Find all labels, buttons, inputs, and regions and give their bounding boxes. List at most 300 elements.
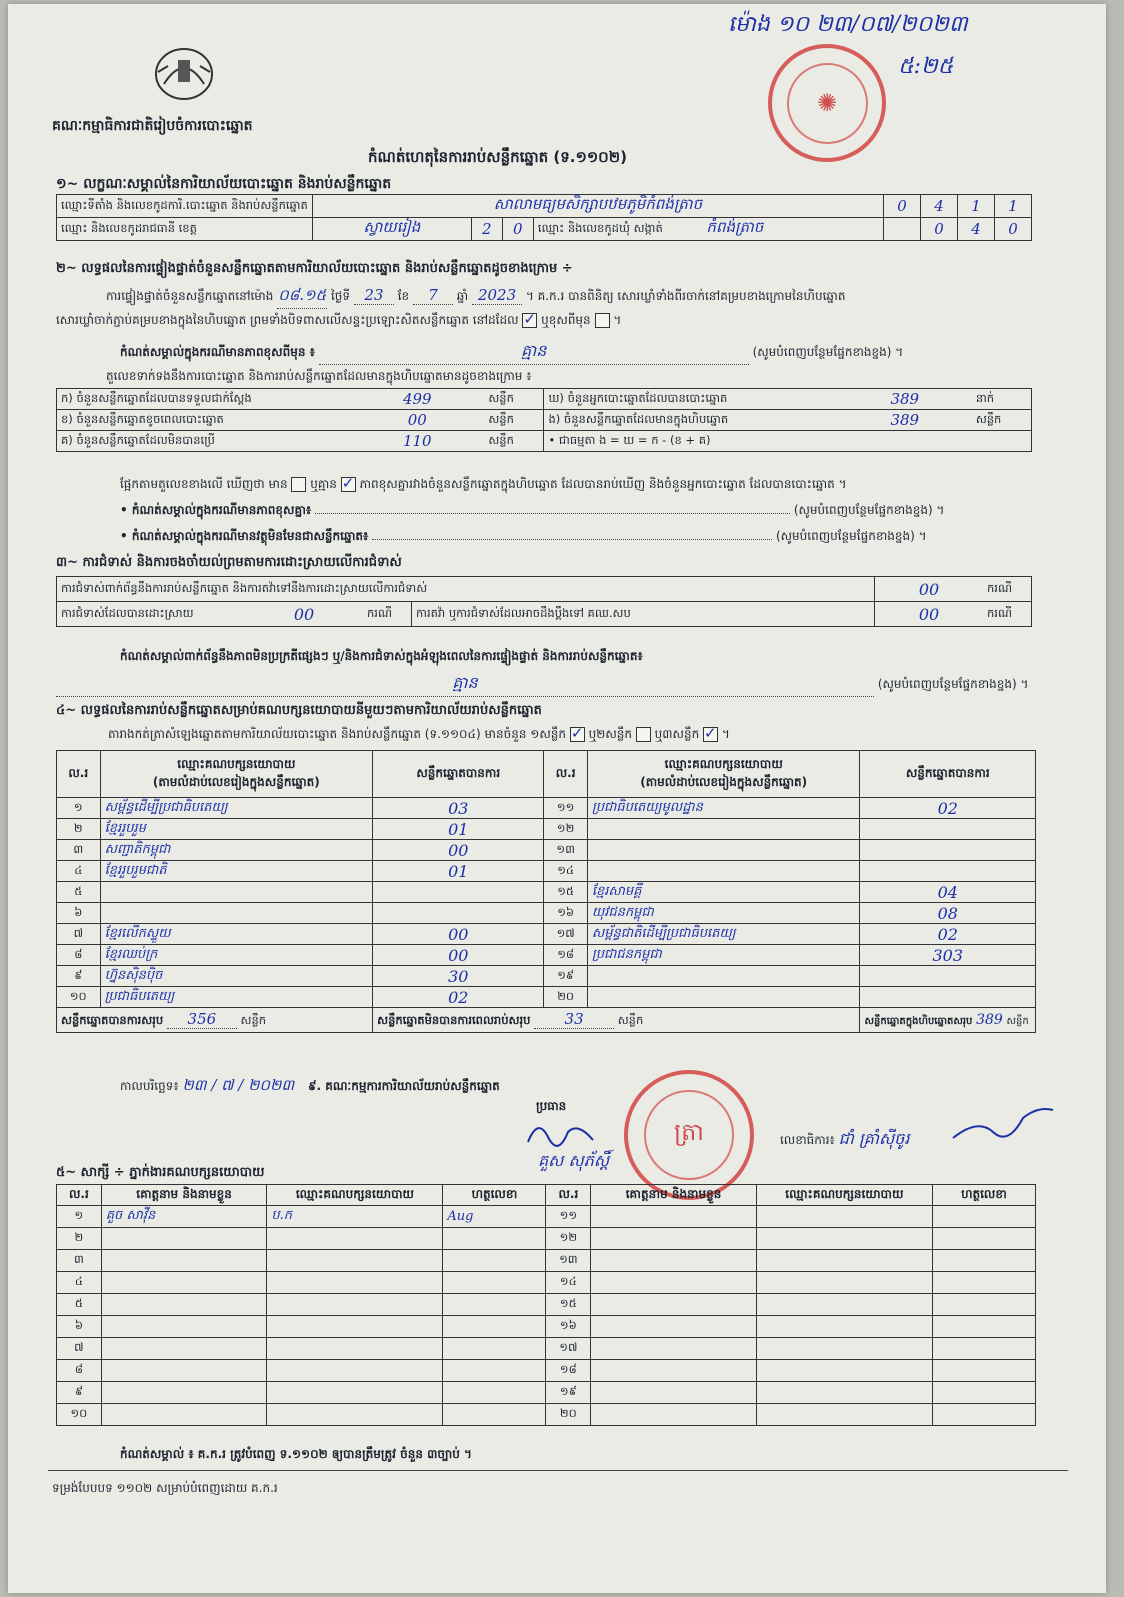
- witness-name: [101, 1360, 267, 1382]
- witness-sign: [443, 1404, 546, 1426]
- witness-no: ៨: [57, 1360, 102, 1382]
- vote-no: ១១: [544, 798, 588, 819]
- objection-row2b-label: ការតវ៉ា ឬការជំទាស់ដែលអាចដឹងប្ដឹងទៅ គឈ.សប: [412, 602, 875, 627]
- vote-no: ១៨: [544, 945, 588, 966]
- check-text-3: សោរឃ្លាំចាក់ភ្ជាប់គម្របខាងក្នុងនៃហិបឆ្នោត ព្រមទាំងបិទពាសលើសន្ទះប្រឡោះសិតសន្លឹកឆ្នោត នៅដដែល: [56, 313, 519, 327]
- compare-line: [120, 476, 847, 494]
- votes-col-party-right: [587, 751, 860, 798]
- total-valid-unit: សន្លឹក: [240, 1013, 267, 1027]
- witness-sign: [443, 1382, 546, 1404]
- vote-count: 02: [860, 924, 1036, 945]
- section3-note-hint: (សូមបំពេញបន្ថែមផ្នែកខាងខ្នង) ។: [877, 677, 1029, 691]
- official-stamp-top: [768, 44, 886, 162]
- witness-sign: [443, 1228, 546, 1250]
- check-month: 7: [413, 286, 453, 305]
- votes-row: [57, 840, 1036, 861]
- vote-party: ប្រជាជនកម្ពុជា: [587, 945, 860, 966]
- witness-row: [57, 1250, 1036, 1272]
- bullet-line-1: [120, 502, 1040, 520]
- handwritten-time: ៥:២៥: [898, 54, 954, 79]
- vote-count: [860, 861, 1036, 882]
- bullet-hint-1: (សូមបំពេញបន្ថែមផ្នែកខាងខ្នង) ។: [793, 503, 945, 517]
- section3-note-line: [56, 672, 1042, 697]
- witness-party: [756, 1206, 932, 1228]
- no-difference-checkbox[interactable]: [341, 477, 356, 492]
- witness-sign: [932, 1360, 1035, 1382]
- three-sheet-checkbox[interactable]: [703, 727, 718, 742]
- vote-no: ១៧: [544, 924, 588, 945]
- station-code-digit: 1: [958, 195, 995, 218]
- witness-col-party-right: ឈ្មោះគណបក្សនយោបាយ: [756, 1185, 932, 1206]
- witness-name: [101, 1404, 267, 1426]
- votes-row: [57, 861, 1036, 882]
- figure-right-value: 389: [838, 410, 972, 431]
- witness-no: ៧: [57, 1338, 102, 1360]
- vote-count: 303: [860, 945, 1036, 966]
- witness-party: [756, 1382, 932, 1404]
- witness-no: ១៥: [546, 1294, 591, 1316]
- objection-row1-label: ការជំទាស់ពាក់ព័ន្ធនឹងការរាប់សន្លឹកឆ្នោត និងការតវ៉ាទៅនឹងការដោះស្រាយលើការជំទាស់: [57, 577, 875, 602]
- witness-name: [591, 1382, 757, 1404]
- vote-party: ខ្មែររួបរួមជាតិ: [100, 861, 373, 882]
- votes-row: [57, 987, 1036, 1008]
- figure-right-label: • ជាធម្មតា ង = ឃ = ក - (ខ + គ): [544, 431, 838, 452]
- objection-row2-unit: ករណី: [363, 602, 412, 627]
- witness-name: [101, 1294, 267, 1316]
- witness-party: [267, 1316, 443, 1338]
- vote-no: ២: [57, 819, 101, 840]
- objection-row1-unit: ករណី: [983, 577, 1032, 602]
- check-line-1: [106, 286, 845, 309]
- figure-right-unit: [972, 431, 1032, 452]
- vote-party: [587, 840, 860, 861]
- handwritten-date: ម៉ោង ១០ ២៣/០៧/២០២៣: [728, 12, 968, 37]
- witness-no: ១៩: [546, 1382, 591, 1404]
- note-hint: (សូមបំពេញបន្ថែមផ្នែកខាងខ្នង) ។: [752, 345, 904, 359]
- figure-left-label: ខ) ចំនួនសន្លឹកឆ្នោតខូចពេលបោះឆ្នោត: [57, 410, 351, 431]
- vote-no: ១៣: [544, 840, 588, 861]
- figure-right-label: ឃ) ចំនួនអ្នកបោះឆ្នោតដែលបានបោះឆ្នោត: [544, 389, 838, 410]
- figure-right-label: ង) ចំនួនសន្លឹកឆ្នោតដែលមានក្នុងហិបឆ្នោត: [544, 410, 838, 431]
- intro-text: តួលេខទាក់ទងនឹងការបោះឆ្នោត និងការរាប់សន្លឹកឆ្នោតដែលមានក្នុងហិបឆ្នោតមានដូចខាងក្រោម ៖: [106, 369, 532, 383]
- station-code-digit: 0: [884, 195, 921, 218]
- day-label: ថ្ងៃទី: [331, 289, 351, 303]
- vote-party: [587, 819, 860, 840]
- vote-count: 04: [860, 882, 1036, 903]
- section3-note-value: គ្មាន: [56, 672, 874, 697]
- vote-count: [860, 840, 1036, 861]
- chair-signature-icon: [523, 1112, 603, 1152]
- compare-text: ផ្អែកតាមតួលេខខាងលើ ឃើញថា មាន: [120, 477, 288, 491]
- check-text-1: ការផ្ទៀងផ្ទាត់ចំនួនសន្លឹកឆ្នោតនៅម៉ោង: [106, 289, 274, 303]
- figure-left-value: 499: [350, 389, 484, 410]
- witness-table: [56, 1184, 1036, 1426]
- witness-name: [591, 1294, 757, 1316]
- votes-col-no-right: ល.រ: [544, 751, 588, 798]
- note-line: [120, 340, 1040, 365]
- witness-no: ១១: [546, 1206, 591, 1228]
- witness-no: ៩: [57, 1382, 102, 1404]
- witness-name: [591, 1228, 757, 1250]
- section2-heading: ២~ លទ្ធផលនៃការផ្ទៀងផ្ទាត់ចំនួនសន្លឹកឆ្នោតតាមការិយាល័យបោះឆ្នោត និងរាប់សន្លឹកឆ្នោតដូចខាងក្រោម ÷: [56, 261, 573, 276]
- witness-party: [267, 1382, 443, 1404]
- vote-count: 00: [373, 945, 544, 966]
- witness-name: [591, 1404, 757, 1426]
- month-label: ខែ: [397, 289, 410, 303]
- vote-count: 00: [373, 924, 544, 945]
- votes-row: [57, 966, 1036, 987]
- total-invalid-label: សន្លឹកឆ្នោតមិនបានការពេលរាប់សរុប: [377, 1013, 531, 1027]
- witness-party: [756, 1360, 932, 1382]
- witness-sign: [932, 1272, 1035, 1294]
- votes-col-no-left: ល.រ: [57, 751, 101, 798]
- vote-no: ៣: [57, 840, 101, 861]
- figure-right-unit: នាក់: [972, 389, 1032, 410]
- stamp-emblem-icon: ✺: [787, 63, 868, 144]
- has-difference-checkbox[interactable]: [291, 477, 306, 492]
- vote-party: យុវជនកម្ពុជា: [587, 903, 860, 924]
- vote-party: [587, 987, 860, 1008]
- figures-row: [57, 389, 1032, 410]
- intact-label: ឬខុសពីមុន: [541, 313, 591, 327]
- note-label: កំណត់សម្គាល់ក្នុងករណីមានភាពខុសពីមុន ៖: [120, 345, 315, 359]
- witness-col-no-right: ល.រ: [546, 1185, 591, 1206]
- vote-no: ៥: [57, 882, 101, 903]
- vote-party: [100, 903, 373, 924]
- vote-party: [587, 861, 860, 882]
- witness-row: [57, 1316, 1036, 1338]
- document-title: កំណត់ហេតុនៃការរាប់សន្លឹកឆ្នោត (ទ.១១០២): [368, 148, 628, 166]
- commune-code-digit: 0: [995, 218, 1032, 241]
- witness-no: ១៣: [546, 1250, 591, 1272]
- witness-sign: [932, 1294, 1035, 1316]
- total-box-cell: [860, 1008, 1036, 1033]
- witness-no: ១៦: [546, 1316, 591, 1338]
- total-invalid-cell: [373, 1008, 860, 1033]
- witness-no: ១០: [57, 1404, 102, 1426]
- commune-value: កំពង់ត្រាច: [706, 218, 764, 236]
- changed-checkbox[interactable]: [595, 313, 610, 328]
- witness-col-party-left: ឈ្មោះគណបក្សនយោបាយ: [267, 1185, 443, 1206]
- intact-checkbox[interactable]: [522, 313, 537, 328]
- year-label: ឆ្នាំ: [456, 289, 469, 303]
- secretary-label: លេខាធិការ៖: [780, 1133, 835, 1147]
- votes-col-votes-left: សន្លឹកឆ្នោតបានការ: [373, 751, 544, 798]
- figure-right-unit: សន្លឹក: [972, 410, 1032, 431]
- witness-name: [101, 1382, 267, 1404]
- station-value: សាលាមធ្យមសិក្សាបឋមភូមិកំពង់ត្រាច: [312, 195, 883, 218]
- witness-sign: [932, 1250, 1035, 1272]
- vote-no: ១០: [57, 987, 101, 1008]
- bullet-1-dots: [315, 513, 790, 514]
- figure-left-value: 00: [350, 410, 484, 431]
- witness-sign: [443, 1360, 546, 1382]
- witness-party: ប.ក: [267, 1206, 443, 1228]
- figures-row: [57, 410, 1032, 431]
- committee-label: ៩. គណៈកម្មការការិយាល័យរាប់សន្លឹកឆ្នោត: [308, 1079, 500, 1093]
- witness-col-name-left: គោត្តនាម និងនាមខ្លួន: [101, 1185, 267, 1206]
- witness-party: [267, 1250, 443, 1272]
- witness-party: [756, 1250, 932, 1272]
- check-time: ០៨.១៥: [277, 286, 327, 309]
- witness-party: [756, 1316, 932, 1338]
- vote-party: [587, 966, 860, 987]
- vote-count: 03: [373, 798, 544, 819]
- footer-text: ទម្រង់បែបបទ ១១០២ សម្រាប់បំពេញដោយ គ.ក.រ: [52, 1481, 278, 1495]
- witness-col-no-left: ល.រ: [57, 1185, 102, 1206]
- figure-left-value: 110: [350, 431, 484, 452]
- compare-text-3: ភាពខុសគ្នារវាងចំនួនសន្លឹកឆ្នោតក្នុងហិបឆ្នោត ដែលបានរាប់ឃើញ និងចំនួនអ្នកបោះឆ្នោត ដែលបានបោះឆ្នោត ។: [359, 477, 847, 491]
- vote-no: ៤: [57, 861, 101, 882]
- vote-party: ហ្វ៊ុនស៊ិនប៉ិច: [100, 966, 373, 987]
- vote-party: ប្រជាធិបតេយ្យមូលដ្ឋាន: [587, 798, 860, 819]
- section4-intro-2: ឬ២សន្លឹក: [588, 727, 633, 741]
- votes-row: [57, 903, 1036, 924]
- check-day: 23: [354, 286, 394, 305]
- witness-no: ១៧: [546, 1338, 591, 1360]
- votes-col-party-sub: (តាមលំដាប់លេខរៀងក្នុងសន្លឹកឆ្នោត): [152, 775, 320, 789]
- witness-party: [267, 1228, 443, 1250]
- witness-name: [591, 1316, 757, 1338]
- vote-no: ៦: [57, 903, 101, 924]
- station-label: ឈ្មោះទីតាំង និងលេខកូដការិ.បោះឆ្នោត និងរាប់សន្លឹកឆ្នោត: [57, 195, 313, 218]
- total-invalid-value: 33: [534, 1010, 614, 1029]
- witness-no: ១២: [546, 1228, 591, 1250]
- witness-party: [756, 1338, 932, 1360]
- secretary-line: [780, 1128, 909, 1152]
- witness-name: [591, 1250, 757, 1272]
- witness-col-sign-left: ហត្ថលេខា: [443, 1185, 546, 1206]
- witness-row: [57, 1206, 1036, 1228]
- vote-party: សម្ព័ន្ធជាតិដើម្បីប្រជាធិបតេយ្យ: [587, 924, 860, 945]
- witness-no: ២០: [546, 1404, 591, 1426]
- province-value: ស្វាយរៀង: [312, 218, 471, 241]
- votes-col-votes-right: សន្លឹកឆ្នោតបានការ: [860, 751, 1036, 798]
- vote-count: [373, 882, 544, 903]
- witness-name: [101, 1338, 267, 1360]
- witness-row: [57, 1382, 1036, 1404]
- vote-no: ៨: [57, 945, 101, 966]
- witness-sign: [443, 1338, 546, 1360]
- witness-no: ២: [57, 1228, 102, 1250]
- figure-left-label: ក) ចំនួនសន្លឹកឆ្នោតដែលបានទទួលជាក់ស្តែង: [57, 389, 351, 410]
- vote-party: ខ្មែររួបរួម: [100, 819, 373, 840]
- witness-name: [591, 1360, 757, 1382]
- objection-row2-label: ការជំទាស់ដែលបានដោះស្រាយ: [57, 602, 246, 627]
- witness-party: [756, 1404, 932, 1426]
- figure-right-value: 389: [838, 389, 972, 410]
- chair-label: ប្រធាន: [536, 1099, 567, 1113]
- vote-no: ១៥: [544, 882, 588, 903]
- votes-col-party-sub: (តាមលំដាប់លេខរៀងក្នុងសន្លឹកឆ្នោត): [640, 775, 808, 789]
- witness-col-sign-right: ហត្ថលេខា: [932, 1185, 1035, 1206]
- emblem-icon: [150, 44, 218, 102]
- witness-sign: [443, 1294, 546, 1316]
- section1-table: [56, 194, 1032, 241]
- vote-party: ខ្មែរសាមគ្គី: [587, 882, 860, 903]
- compare-text-2: ឬគ្មាន: [310, 477, 337, 491]
- vote-count: [860, 987, 1036, 1008]
- commune-label-value: [533, 218, 883, 241]
- witness-row: [57, 1228, 1036, 1250]
- vote-count: 02: [373, 987, 544, 1008]
- witness-name: [101, 1250, 267, 1272]
- note-value: គ្មាន: [319, 340, 749, 365]
- witness-sign: [932, 1316, 1035, 1338]
- section1-heading: ១~ លក្ខណៈសម្គាល់នៃការិយាល័យបោះឆ្នោត និងរាប់សន្លឹកឆ្នោត: [56, 176, 392, 192]
- section4-intro: តារាងកត់ត្រាសំឡេងឆ្នោតតាមការិយាល័យបោះឆ្នោត និងរាប់សន្លឹកឆ្នោត (ទ.១១០៤) មានចំនួន ១សន្លឹក: [108, 727, 566, 741]
- org-name: គណៈកម្មាធិការជាតិរៀបចំការបោះឆ្នោត: [52, 118, 253, 134]
- witness-no: ៦: [57, 1316, 102, 1338]
- commune-code-digit: 4: [958, 218, 995, 241]
- votes-row: [57, 924, 1036, 945]
- objection-row1-value: 00: [875, 577, 984, 602]
- one-sheet-checkbox[interactable]: [570, 727, 585, 742]
- bullet-2-dots: [372, 539, 772, 540]
- commune-code-digit: 0: [921, 218, 958, 241]
- witness-sign: [932, 1338, 1035, 1360]
- province-code-digit: 0: [502, 218, 533, 241]
- figure-right-value: [838, 431, 972, 452]
- vote-no: ១៤: [544, 861, 588, 882]
- witness-row: [57, 1272, 1036, 1294]
- total-box-unit: សន្លឹក: [1006, 1015, 1029, 1027]
- section4-intro-line: តារាងកត់ត្រាសំឡេងឆ្នោតតាមការិយាល័យបោះឆ្នោត និងរាប់សន្លឹកឆ្នោត (ទ.១១០៤) មានចំនួន ១សន្លឹក ✓ ឬ២សន្លឹក ឬ៣សន្លឹក ✓ ។: [108, 726, 730, 744]
- witness-party: [267, 1294, 443, 1316]
- vote-count: 02: [860, 798, 1036, 819]
- province-label: ឈ្មោះ និងលេខកូដរាជធានី ខេត្ត: [57, 218, 313, 241]
- vote-no: ១: [57, 798, 101, 819]
- objection-row2-value: 00: [245, 602, 363, 627]
- footer-divider: [48, 1470, 1068, 1471]
- objection-row2b-unit: ករណី: [983, 602, 1032, 627]
- province-code-digit: 2: [471, 218, 502, 241]
- section4-intro-3: ឬ៣សន្លឹក: [654, 727, 700, 741]
- objections-table: [56, 576, 1032, 627]
- bullet-line-2: [120, 528, 1040, 546]
- votes-row: [57, 798, 1036, 819]
- section3-heading: ៣~ ការជំទាស់ និងការចងចាំយល់ព្រមតាមការដោះស្រាយលើការជំទាស់: [56, 555, 402, 570]
- vote-no: ៧: [57, 924, 101, 945]
- witness-name: [101, 1272, 267, 1294]
- objection-row2b-value: 00: [875, 602, 984, 627]
- vote-party: [100, 882, 373, 903]
- witness-row: [57, 1338, 1036, 1360]
- vote-party: ប្រជាធិបតេយ្យ: [100, 987, 373, 1008]
- figures-row: [57, 431, 1032, 452]
- total-box-value: 389: [976, 1011, 1003, 1028]
- witness-no: ៤: [57, 1272, 102, 1294]
- vote-no: ១២: [544, 819, 588, 840]
- vote-party: ខ្មែរឈប់ក្រ: [100, 945, 373, 966]
- witness-sign: [932, 1382, 1035, 1404]
- figure-left-unit: សន្លឹក: [484, 431, 544, 452]
- bullet-1: • កំណត់សម្គាល់ក្នុងករណីមានភាពខុសគ្នា៖: [120, 503, 312, 517]
- check-text-2: ។ គ.ក.រ បានពិនិត្យ សោរឃ្លាំទាំងពីរចាក់នៅគម្របខាងក្រោមនៃហិបឆ្នោត: [525, 289, 846, 303]
- witness-party: [267, 1272, 443, 1294]
- secretary-signature-icon: [948, 1098, 1058, 1148]
- witness-sign: [443, 1272, 546, 1294]
- secretary-name: ជាំ គ្រាំស៊ីចូរ: [838, 1129, 910, 1148]
- witness-sign: [932, 1228, 1035, 1250]
- vote-count: [860, 966, 1036, 987]
- date-line: [120, 1076, 500, 1098]
- footnote: កំណត់សម្គាល់ ៖ គ.ក.រ ត្រូវបំពេញ ទ.១១០២ ឲ្យបានត្រឹមត្រូវ ចំនួន ៣ច្បាប់ ។: [120, 1447, 472, 1461]
- witness-no: ៣: [57, 1250, 102, 1272]
- document-sheet: [8, 4, 1106, 1593]
- stamp-label: ត្រា: [644, 1090, 733, 1179]
- vote-count: 08: [860, 903, 1036, 924]
- votes-col-party-title: ឈ្មោះគណបក្សនយោបាយ: [664, 757, 783, 771]
- vote-count: [373, 903, 544, 924]
- official-stamp-bottom: [624, 1070, 754, 1200]
- witness-sign: [932, 1206, 1035, 1228]
- votes-table: [56, 750, 1036, 1033]
- witness-col-name-right: គោត្តនាម និងនាមខ្លួន: [591, 1185, 757, 1206]
- vote-party: សម្ព័ន្ធដើម្បីប្រជាធិបតេយ្យ: [100, 798, 373, 819]
- figure-left-unit: សន្លឹក: [484, 410, 544, 431]
- vote-count: 01: [373, 819, 544, 840]
- votes-row: [57, 819, 1036, 840]
- vote-no: ១៩: [544, 966, 588, 987]
- witness-party: [756, 1294, 932, 1316]
- witness-sign: Aug: [443, 1206, 546, 1228]
- witness-name: [591, 1206, 757, 1228]
- witness-name: [591, 1338, 757, 1360]
- figure-left-label: គ) ចំនួនសន្លឹកឆ្នោតដែលមិនបានប្រើ: [57, 431, 351, 452]
- total-invalid-unit: សន្លឹក: [617, 1013, 644, 1027]
- chair-name: គួស សុភ័ស្តិ៍: [538, 1151, 610, 1170]
- witness-name: [101, 1316, 267, 1338]
- witness-party: [267, 1360, 443, 1382]
- votes-col-party-title: ឈ្មោះគណបក្សនយោបាយ: [177, 757, 296, 771]
- witness-sign: [443, 1316, 546, 1338]
- figures-table: [56, 388, 1032, 452]
- votes-row: [57, 882, 1036, 903]
- figure-left-unit: សន្លឹក: [484, 389, 544, 410]
- vote-party: ខ្មែរលើកស្ទួយ: [100, 924, 373, 945]
- code-spacer: [884, 218, 921, 241]
- witness-no: ៥: [57, 1294, 102, 1316]
- witness-party: [756, 1272, 932, 1294]
- total-box-label: សន្លឹកឆ្នោតក្នុងហិបឆ្នោតសរុប: [864, 1015, 973, 1027]
- vote-count: [860, 819, 1036, 840]
- station-code-digit: 1: [995, 195, 1032, 218]
- vote-count: 00: [373, 840, 544, 861]
- vote-count: 30: [373, 966, 544, 987]
- bullet-hint-2: (សូមបំពេញបន្ថែមផ្នែកខាងខ្នង) ។: [775, 529, 927, 543]
- check-line-2: សោរឃ្លាំចាក់ភ្ជាប់គម្របខាងក្នុងនៃហិបឆ្នោត ព្រមទាំងបិទពាសលើសន្ទះប្រឡោះសិតសន្លឹកឆ្នោត នៅដដែល ✓ ឬខុសពីមុន ។: [56, 312, 621, 330]
- date-value: ២៣ / ៧ / ២០២៣: [182, 1076, 295, 1094]
- witness-no: ១៤: [546, 1272, 591, 1294]
- bullet-2: • កំណត់សម្គាល់ក្នុងករណីមានវត្ថុមិនមែនជាសន្លឹកឆ្នោត៖: [120, 529, 369, 543]
- witness-sign: [443, 1250, 546, 1272]
- section3-note-label: កំណត់សម្គាល់ពាក់ព័ន្ធនឹងភាពមិនប្រក្រតីផ្សេងៗ ឬ/និងការជំទាស់ក្នុងអំឡុងពេលនៃការផ្ទៀងផ្ទាត់ និងការរាប់សន្លឹកឆ្នោត៖: [120, 649, 643, 663]
- witness-sign: [932, 1404, 1035, 1426]
- total-valid-cell: [57, 1008, 373, 1033]
- witness-row: [57, 1294, 1036, 1316]
- witness-party: [756, 1228, 932, 1250]
- vote-count: 01: [373, 861, 544, 882]
- two-sheet-checkbox[interactable]: [636, 727, 651, 742]
- witness-party: [267, 1404, 443, 1426]
- commune-label: ឈ្មោះ និងលេខកូដឃុំ សង្កាត់: [537, 221, 663, 235]
- vote-party: សញ្ជាតិកម្ពុជា: [100, 840, 373, 861]
- votes-col-party-left: [100, 751, 373, 798]
- witness-party: [267, 1338, 443, 1360]
- section4-heading: ៤~ លទ្ធផលនៃការរាប់សន្លឹកឆ្នោតសម្រាប់គណបក្សនយោបាយនីមួយៗតាមការិយាល័យរាប់សន្លឹកឆ្នោត: [56, 703, 542, 718]
- witness-row: [57, 1404, 1036, 1426]
